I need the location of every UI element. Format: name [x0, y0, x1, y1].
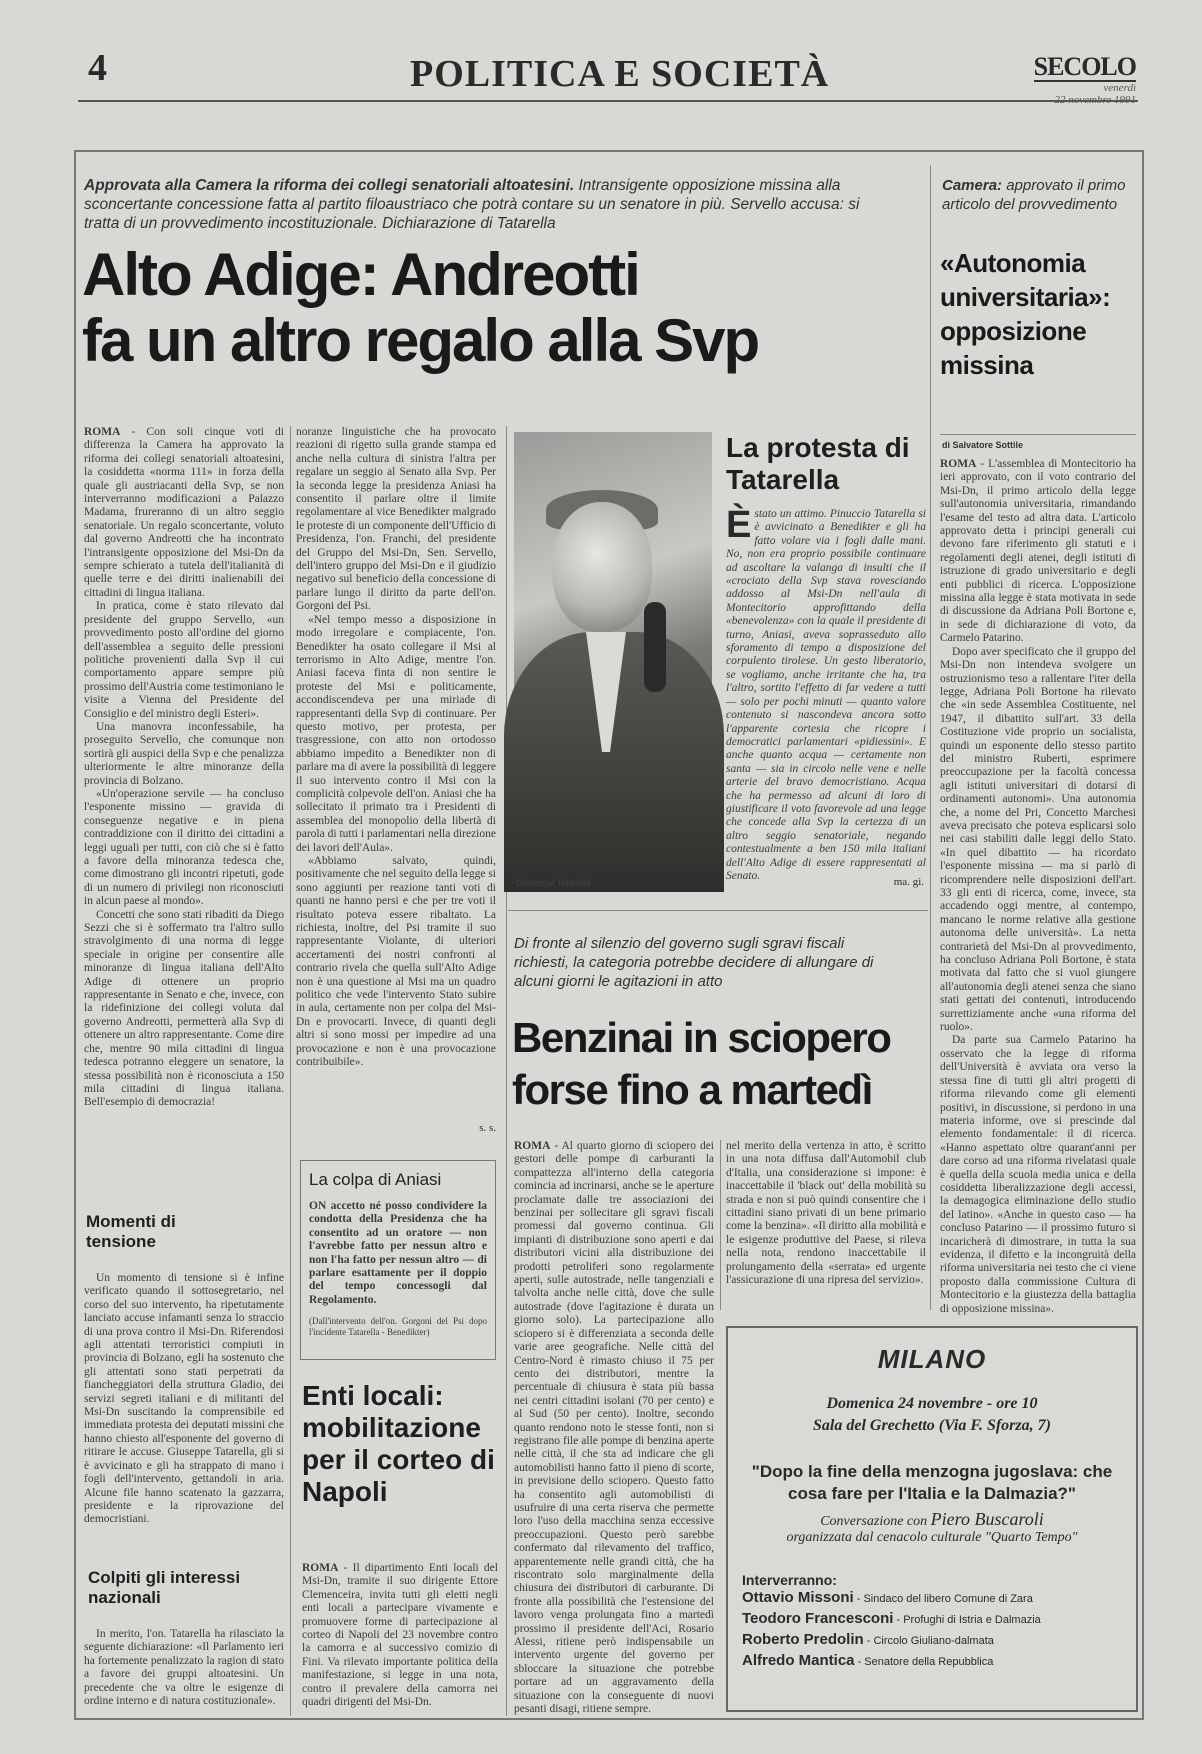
tatarella-body: stato un attimo. Pinuccio Tatarella si è avvicinato a Benedikter e gli ha fatto volare via i fogli dalle mani. No, non era proprio possibile continuare ad ascoltare la valanga di insulti che il «crociato della Svp stava rovesciando addosso al Msi-Dn nell'aula di Montecitorio approfittando della «benevolenza» con la quale il presidente di turno, Aniasi, aveva soprasseduto allo sforamento di tempo a disposizione del corpulento tirolese. Un gesto liberatorio, se vogliamo, anche irritante che ha, tra l'altro, sortito l'effetto di far vedere a tutti — solo per pochi minuti — quanto valore contenuto si nascondeva ancora sotto l'apparente cortesia che ricopre i democratici parlamentari «pidiessini». E anche quanto acqua — certamente non santa — sia in circolo nelle vene e nelle arterie del bravo democristiano. Acqua che ha permesso ad alcuni di loro di giustificare il voto favorevole ad una legge che concede alla Svp la certezza di un altro seggio senatoriale, negando contestualmente a ben 150 mila italiani dell'Alto Adige di essere rappresentati al Senato.	[726, 508, 926, 882]
benzinai-col2	[726, 1140, 926, 1310]
event-organizer: organizzata dal cenacolo culturale "Quarto Tempo"	[786, 1530, 1078, 1545]
photo-caption: Giuseppe Tatarella	[516, 878, 591, 888]
masthead-logo: SECOLO	[1033, 52, 1136, 81]
main-col2-p3: «Abbiamo salvato, quindi, positivamente che nel seguito della legge si sono aggiunti per reazione tanti voti di quanti ne hanno persi e che per tre voti il risultato poteva essere ribaltato. La richiesta, inoltre, del Psi tramite il suo rappresentante Violante, di ulteriori accertamenti dei nostri confronti al contrario rivela che quella sull'Alto Adige non è una questione al Msi ma un quadro politico che vede l'intervento Stato subire in aula, certamente non per colpa del Msi-Dn e provocarti. Invece, di quanti degli altri si sono mossi per impedire ad una provocazione e non è una provocazione contribuibile».	[296, 855, 496, 1069]
benzinai-kicker: Di fronte al silenzio del governo sugli sgravi fiscali richiesti, la categoria potrebbe decidere di allungare di alcuni giorni le agitazioni in atto	[514, 935, 874, 990]
col-divider-2	[506, 426, 507, 1716]
main-col1-bottom	[84, 1628, 284, 1712]
main-col2-sign: s. s.	[479, 1122, 496, 1134]
event-city: MILANO	[877, 1344, 987, 1374]
main-col1-p7: In merito, l'on. Tatarella ha rilasciato la seguente dichiarazione: «Il Parlamento ieri ha fortemente penalizzato la ragion di stato a favore dei gruppi altoatesini. Un precedente che va oltre le esigenze di ordine interno e di natura costituzionale».	[84, 1628, 284, 1708]
benzinai-headline	[512, 1012, 924, 1116]
main-kicker-rest: Intransigente opposizione missina alla sconcertante concessione fatta al partito filoaustriaco che potrà contare su un senatore in più. Servello accusa: si tratta di un provvedimento incostituzionale. Dichiarazione di Tatarella	[84, 177, 860, 232]
main-col2-p2: «Nel tempo messo a disposizione in modo irregolare e compiacente, l'on. Benedikter ha osato collegare il Msi al terrorismo in Alto Adige, mentre l'on. Aniasi faceva finta di non sentire le proteste del Msi e politicamente, accondiscendeva per una miriade di rappresentanti della Svp di continuare. Per questo motivo, per protesta, per trasgressione, con atto non ortodosso abbiamo impedito a Benedikter non di parlare ma di avere la possibilità di leggere il suo intervento contro il Msi con la complicità colpevole dell'on. Aniasi che ha sollecitato il primato tra i Presidenti di assemblea del monopolio della libertà di parola di tutti i parlamentari nella direzione dei lavori dell'Aula».	[296, 613, 496, 854]
event-when: Domenica 24 novembre - ore 10	[826, 1395, 1038, 1412]
speaker-name: Alfredo Mantica	[742, 1652, 855, 1669]
aniasi-box-note: (Dall'intervento dell'on. Gorgoni del Psi dopo l'incidente Tatarella - Benedikter)	[309, 1316, 487, 1337]
sidebar-p3: Da parte sua Carmelo Patarino ha osservato che la legge di riforma dell'Università è avviata ora verso la stessa fine di tutti gli altri progetti di riforma rilevando come gli elementi positivi, in discussione, si perdono in una materia informe, ove si prescinde dal elemento fondamentale: il di ricerca. «Hanno aspettato oltre quarant'anni per dare corso ad una riforma rivelatasi quale è quella della scuola media unica e della cosiddetta liberalizzazione degli accessi, la demagogica eliminazione dello studio del latino». «Anche in questo caso — ha concluso Patarino — il prossimo futuro si incaricherà di dimostrare, in tutta la sua evidenza, il difetto e la incongruità della riforma universitaria nei testo che ci viene proposto dalla commissione Cultura di Montecitorio e la giustezza della battaglia di opposizione missina».	[940, 1034, 1136, 1315]
main-col1-mid	[84, 1272, 284, 1562]
enti-body	[302, 1562, 498, 1712]
sidebar-divider	[930, 165, 931, 1310]
speaker-role: - Senatore della Repubblica	[854, 1656, 994, 1668]
main-headline-line1: Alto Adige: Andreotti	[82, 241, 639, 308]
enti-lead: ROMA	[302, 1562, 339, 1574]
sidebar-headline: «Autonomia universitaria»: opposizione missina	[940, 248, 1111, 380]
section-title: POLITICA E SOCIETÀ	[410, 53, 830, 95]
event-conversation	[742, 1509, 1122, 1530]
event-speaker	[742, 1588, 1122, 1609]
benzinai-col1	[514, 1140, 714, 1716]
speaker-role: - Profughi di Istria e Dalmazia	[893, 1614, 1041, 1626]
benzinai-col1-text: - Al quarto giorno di sciopero dei gestori delle pompe di carburanti la compattezza all'interno della categoria comincia ad incrinarsi, anche se le aperture proclamate dalle tre associazioni dei benzinai per sollecitare gli sgravi fiscali promessi dal governo continua. Gli impianti di distribuzione sono aperti e dai distributori vicini alla distribuzione dei prodotti petroliferi sono regolarmente aperti, sulle autostrade, nelle tangenziali e talvolta anche nelle città, dove che sulle autostrade (dove l'agitazione è durata un giorno solo). La partecipazione allo sciopero si è differenziata a seconda delle varie aree geografiche. Nelle città del Centro-Nord è rimasto chiuso il 75 per cento dei distributori, mentre la percentuale di chiusura è stata più bassa nei centri cittadini isolani (70 per cento) e al Sud (50 per cento). Inoltre, secondo quanto rendono noto le stesse fonti, non si registrano file alle pompe di benzina aperte nelle città, il che sta ad indicare che gli automobilisti hanno fatto il pieno di scorte, in previsione dello sciopero. Questo fatto ha consentito agli automobilisti di usufruire di una certa riserva che permette loro l'uso della macchina senza eccessive preoccupazioni. Questo però sarebbe confermato dal rilevamento del traffico, apparentemente nelle grandi città, che ha riscontrato solo marginalmente della chiusura dei distributori di carburante. Di fronte alla possibilità che l'estensione del lavoro venga prolungata fino a martedì prossimo il presidente dell'Aci, Rosario Alessi, ritiene però indispensabile un intervento urgente del governo per sbloccare la situazione che potrebbe portare ad un aggravamento della situazione con la conseguente di nuovi pesanti disagi, ritiene sempre.	[514, 1140, 714, 1716]
main-kicker	[84, 176, 892, 233]
milano-event-box	[726, 1326, 1138, 1712]
sidebar-kicker-bold: Camera:	[942, 177, 1003, 194]
sidebar-byline: di Salvatore Sottile	[942, 440, 1024, 450]
aniasi-box-title: La colpa di Aniasi	[309, 1170, 442, 1189]
event-speakers-title: Interverranno:	[742, 1572, 837, 1588]
benzinai-top-rule	[508, 910, 928, 911]
tatarella-title: La protesta di Tatarella	[726, 432, 910, 495]
main-col1-p2: In pratica, come è stato rilevato dal presidente del gruppo Servello, «un provvedimento posto all'ordine del giorno dell'assemblea a seguito delle pressioni politiche provenienti dalla Svp il cui comportamento appare sempre più prossimo dell'Austria come testimoniano le visite a Vienna del Presidente del Consiglio e del ministro degli Esteri».	[84, 600, 284, 720]
speaker-role: - Circolo Giuliano-dalmata	[863, 1635, 994, 1647]
main-kicker-bold: Approvata alla Camera la riforma dei collegi senatoriali altoatesini.	[84, 177, 575, 194]
benzinai-headline-line1: Benzinai in sciopero	[512, 1014, 891, 1061]
main-col2-p1: noranze linguistiche che ha provocato reazioni di rigetto sulla grande stampa ed anche nella cultura di sinistra l'altra per regalare un seggio al Senato alla Svp. Per la seconda legge la presidenza Aniasi ha consentito il parlare oltre il limite regolamentare al vice Benedikter malgrado le proteste di un componente dell'Ufficio di Presidenza, l'on. Franchi, del presidente del Gruppo del Msi-Dn, Sen. Servello, dell'intero gruppo del Msi-Dn e il giudizio negativo sul beneficio della concessione di parlare lungo il diritto da parte dell'on. Gorgoni del Psi.	[296, 426, 496, 613]
main-col1-p6: Un momento di tensione si è infine verificato quando il sottosegretario, nel corso del suo intervento, ha ripetutamente lanciato accuse infamanti senza lo straccio di una prova contro il Msi-Dn. Riferendosi agli attentati terroristici compiuti in provincia di Bolzano, egli ha sostenuto che gli attentati sono stati perpetrati da fiancheggiatori della struttura Gladio, dei servizi segreti italiani e di militanti del Msi-Dn suscitando la comprensibile ed immediata protesta dei deputati missini che hanno chiesto all'esponente del governo di ritirare le accuse. Giuseppe Tatarella, gli si è avvicinato e gli ha strappato di mano i fogli dell'intervento, gettandoli in aria. Alcune file hanno scatenato la gazzarra, presidente e la riprovazione del democristiani.	[84, 1272, 284, 1526]
aniasi-box-body: ON accetto né posso condividere la condotta della Presidenza che ha consentito ad un oratore — non l'avrebbe fatto per nessun altro e non l'ha fatto per nessun altro — di parlare esattamente per il doppio del tempo concessogli dal Regolamento.	[309, 1200, 487, 1306]
event-speaker	[742, 1630, 1122, 1651]
main-col2	[296, 426, 496, 1116]
subhead-momenti: Momenti di tensione	[86, 1212, 176, 1251]
sidebar-p2: Dopo aver specificato che il gruppo del Msi-Dn non intendeva svolgere un ostruzionismo teso a rallentare l'iter della legge, Adriana Poli Bortone ha rilevato che «in sede Assemblea Costituente, nel 1947, il dibattito sull'art. 33 della Costituzione vide proprio un socialista, quindi un esponente dello stesso partito del ministro Ruberti, esprimere preoccupazione per la facoltà concessa agli istituti universitari di dotarsi di ordinamenti autonomi». Una autonomia che, a nome del Pri, Concetto Marchesi aveva precisato che poteva esplicarsi solo nei casi stabiliti dalle leggi dello Stato. «In quel dibattito — ha ricordato l'esponente missina — ma si parlò di ricomprendere nelle disposizioni dell'art. 33 gli enti di ricerca, come, invece, sta accadendo oggi mentre, al contempo, mancano le norme relative alla gestione autonoma delle università». La netta contrarietà del Msi-Dn al provvedimento, ha concluso Adriana Poli Bortone, è stata motivata dal fatto che si vuol giungere all'autonomia degli atenei senza che siano stati gettati dei contenuti, introducendo surrettiziamente anche «una riforma del ruolo».	[940, 645, 1136, 1034]
sidebar-kicker	[942, 176, 1132, 214]
speaker-role: - Sindaco del libero Comune di Zara	[853, 1593, 1033, 1605]
benzinai-lead: ROMA	[514, 1140, 551, 1152]
sidebar-p1: - L'assemblea di Montecitorio ha ieri approvato, con il voto contrario del Msi-Dn, il primo articolo della legge sull'autonomia universitaria, rimandando l'esame del testo ad altra data. L'articolo approvato detta i principi generali cui devono fare riferimento gli statuti e i regolamenti degli atenei, degli istituti di istruzione di grado universitario e degli enti pubblici di ricerca. L'opposizione missina alla legge è stata motivata in sede di discussione da Adriana Poli Bortone e, in sede di dichiarazione di voto, da Carmelo Patarino.	[940, 458, 1136, 645]
sidebar-byline-rule	[940, 434, 1136, 435]
col-divider-1	[290, 426, 291, 1716]
main-headline-line2: fa un altro regalo alla Svp	[82, 307, 759, 374]
subhead-colpiti: Colpiti gli interessi nazionali	[88, 1568, 241, 1607]
benzinai-col2-text: nel merito della vertenza in atto, è scritto in una nota diffusa dall'Automobil club d'Italia, una considerazione si impone: è inaccettabile il 'black out' della mobilità su strada e non si può quindi consentire che i cittadini siano privati di un bene primario come la benzina». «Il diritto alla mobilità e le esigenze produttive del Paese, si rileva nella nota, rendono inaccettabile il prolungamento della «serrata» ed urgente l'assicurazione di una ripresa del servizio».	[726, 1140, 926, 1287]
tatarella-drop-cap: È	[726, 504, 752, 546]
enti-text: - Il dipartimento Enti locali del Msi-Dn, tramite il suo dirigente Ettore Clemenceira, invita tutti gli eletti negli enti locali a partecipare vivamente e promuovere forme di partecipazione al corteo di Napoli del 23 novembre contro la camorra e al successivo comizio di Fini. Va rilevato importante politica della manifestazione, si legge in una nota, contro il prevalere della camorra nei quadri dirigenti del Msi-Dn.	[302, 1562, 498, 1709]
event-speaker	[742, 1609, 1122, 1630]
enti-headline: Enti locali: mobilitazione per il corteo di Napoli	[302, 1380, 495, 1507]
benzinai-col-divider	[720, 1140, 721, 1310]
sidebar-lead: ROMA	[940, 458, 977, 470]
main-col1-p4: «Un'operazione servile — ha concluso l'esponente missino — gravida di conseguenze negative e in piena contraddizione con il diritto dei cittadini a leggi uguali per tutti, con ciò che si è fatto a favore della minoranza tedesca che, come dimostrano gli incontri ripetuti, gode di un numero di privilegi non riconosciuti in alcun paese al mondo».	[84, 787, 284, 908]
sidebar-body	[940, 458, 1136, 1315]
speaker-name: Roberto Predolin	[742, 1631, 864, 1648]
page-number: 4	[88, 47, 107, 89]
tatarella-photo	[514, 432, 712, 872]
tatarella-sign: ma. gi.	[893, 876, 924, 888]
masthead	[1034, 54, 1136, 106]
main-col1-p5: Concetti che sono stati ribaditi da Diego Sezzi che si è soffermato tra l'altro sullo stravolgimento di una norma di legge speciale in origine per consentire alle minoranze di lingua italiana dell'Alto Adige di ottenere un proprio rappresentante in Senato e che, invece, con la ridefinizione dei collegi voluta dal governo Andreotti, permetterà alla Svp di ottenere un altro rappresentante. Come dire che, mentre 90 mila cittadini di lingua tedesca potranno eleggere un senatore, la stessa possibilità non è riconosciuta a 150 mila cittadini di lingua italiana. Bell'esempio di democrazia!	[84, 908, 284, 1109]
speaker-name: Ottavio Missoni	[742, 1589, 854, 1606]
aniasi-box	[300, 1160, 496, 1360]
benzinai-headline-line2: forse fino a martedì	[512, 1066, 872, 1113]
main-col1-top	[84, 426, 284, 1196]
event-where: Sala del Grechetto (Via F. Sforza, 7)	[813, 1417, 1051, 1434]
event-conv-name: Piero Buscaroli	[930, 1509, 1044, 1529]
main-col1-p3: Una manovra inconfessabile, ha proseguito Servello, che comunque non sortirà gli auspici della Svp e che penalizza ulteriormente le altre minoranze della provincia di Bolzano.	[84, 720, 284, 787]
issue-day: venerdì	[1103, 82, 1136, 94]
event-speaker	[742, 1651, 1122, 1672]
event-quote: "Dopo la fine della menzogna jugoslava: che cosa fare per l'Italia e la Dalmazia?"	[751, 1462, 1113, 1503]
header-rule	[78, 100, 1138, 102]
event-conv-prefix: Conversazione con	[820, 1514, 931, 1529]
main-lead: ROMA	[84, 426, 121, 438]
main-col1-p1: - Con soli cinque voti di differenza la Camera ha approvato la riforma dei collegi senatoriali altoatesini, la cosiddetta «norma 111» in forza della quale gli austriacanti della Svp, se non interverranno modificazioni a Palazzo Madama, frureranno di un altro seggio senatoriale. Un regalo sconcertante, voluto dal governo Andreotti che ha incontrato l'intransigente opposizione del Msi-Dn da sempre schierato a tutela dell'italianità di quelle terre e dei diritti inalienabili dei cittadini di lingua italiana.	[84, 426, 284, 599]
sidebar-kicker-rest: approvato il primo articolo del provvedimento	[942, 177, 1126, 213]
speaker-name: Teodoro Francesconi	[742, 1610, 894, 1627]
main-headline	[82, 242, 892, 374]
